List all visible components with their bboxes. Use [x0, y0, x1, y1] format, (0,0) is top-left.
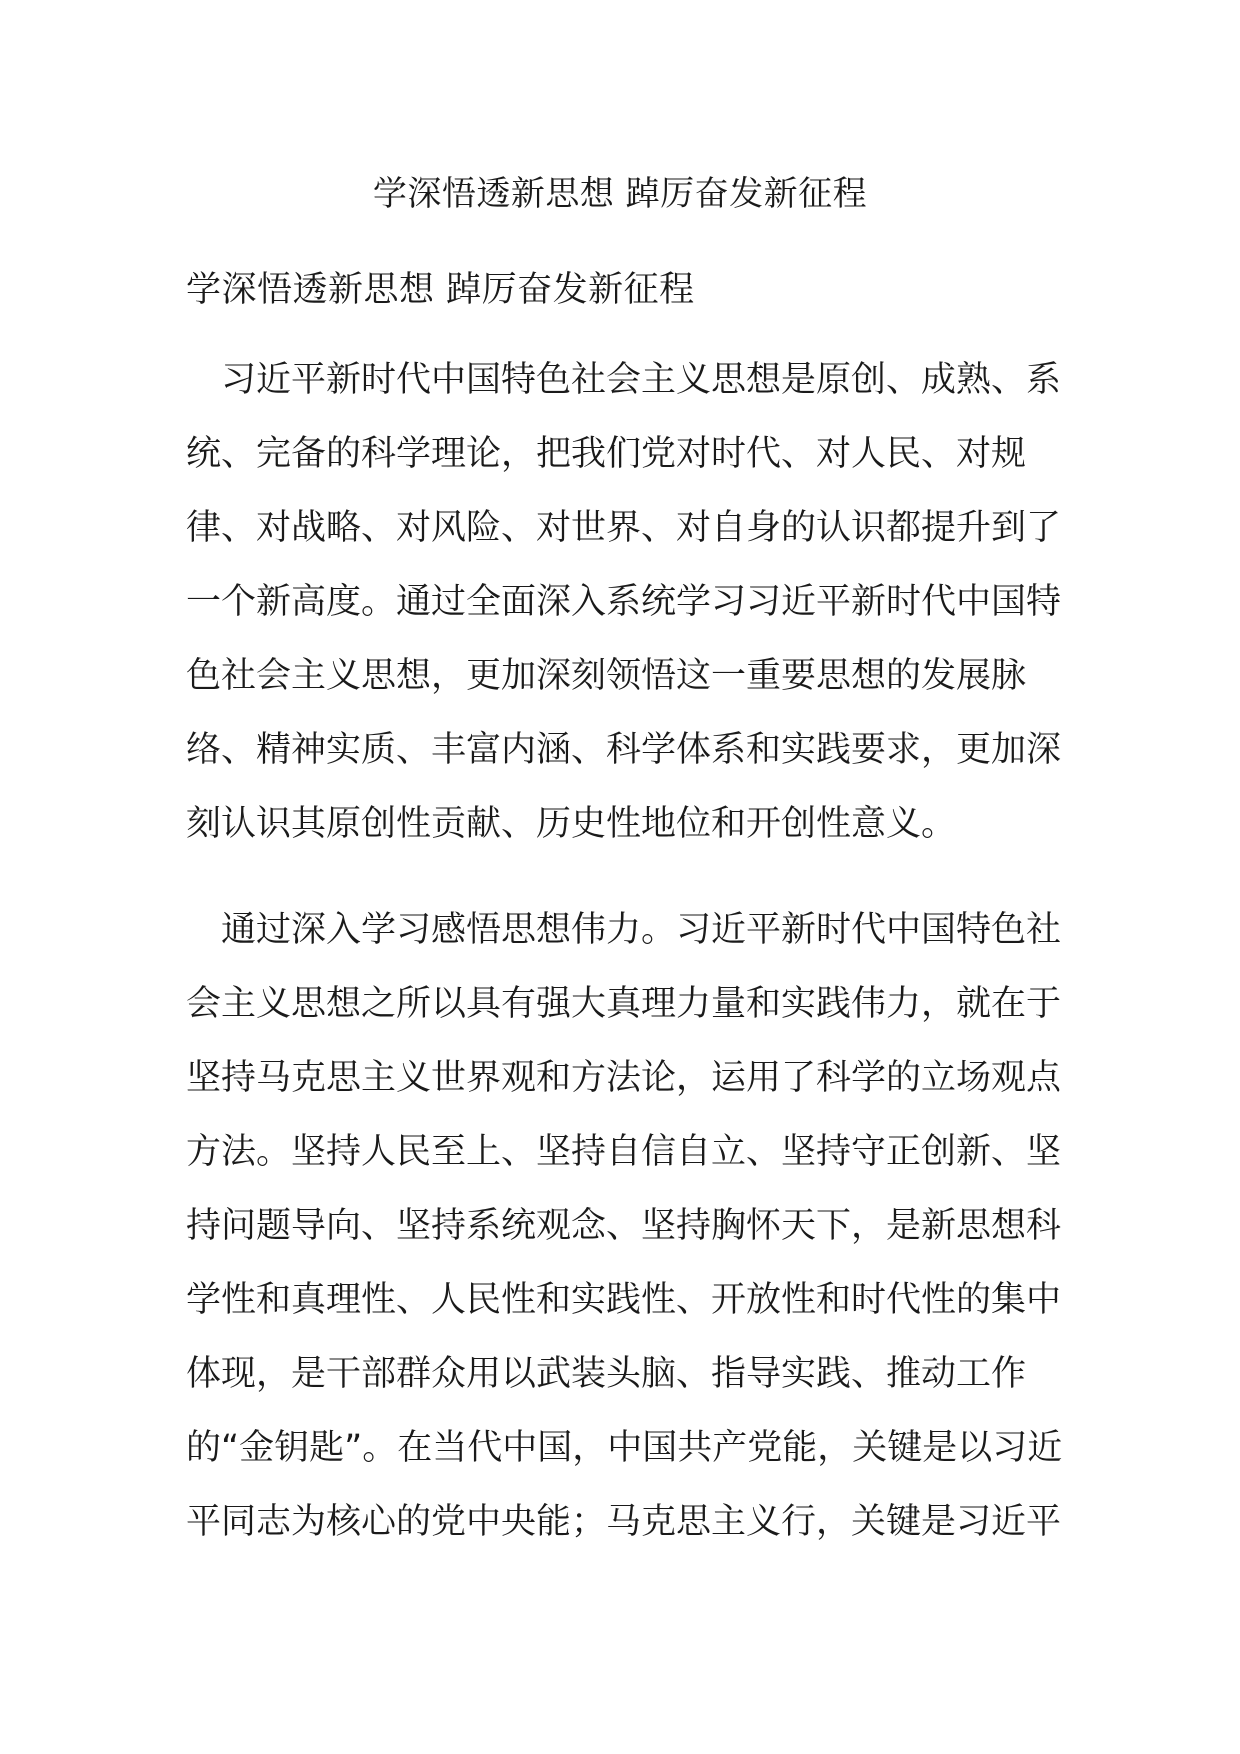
body-paragraph: 习近平新时代中国特色社会主义思想是原创、成熟、系统、完备的科学理论，把我们党对时代、对人民、对规律、对战略、对风险、对世界、对自身的认识都提升到了一个新高度。通过全面深入系统学习习近平新时代中国特色社会主义思想，更加深刻领悟这一重要思想的发展脉络、精神实质、丰富内涵、科学体系和实践要求，更加深刻认识其原创性贡献、历史性地位和开创性意义。: [186, 360, 1062, 844]
body-paragraph: 通过深入学习感悟思想伟力。习近平新时代中国特色社会主义思想之所以具有强大真理力量和实践伟力，就在于坚持马克思主义世界观和方法论，运用了科学的立场观点方法。坚持人民至上、坚持自信自立、坚持守正创新、坚持问题导向、坚持系统观念、坚持胸怀天下，是新思想科学性和真理性、人民性和实践性、开放性和时代性的集中体现，是干部群众用以武装头脑、指导实践、推动工作的“金钥匙”。在当代中国，中国共产党能，关键是以习近平同志为核心的党中央能；马克思主义行，关键是习近平: [186, 910, 1063, 1542]
document-subtitle: 学深悟透新思想 踔厉奋发新征程: [186, 270, 695, 310]
document-title: 学深悟透新思想 踔厉奋发新征程: [372, 174, 868, 214]
